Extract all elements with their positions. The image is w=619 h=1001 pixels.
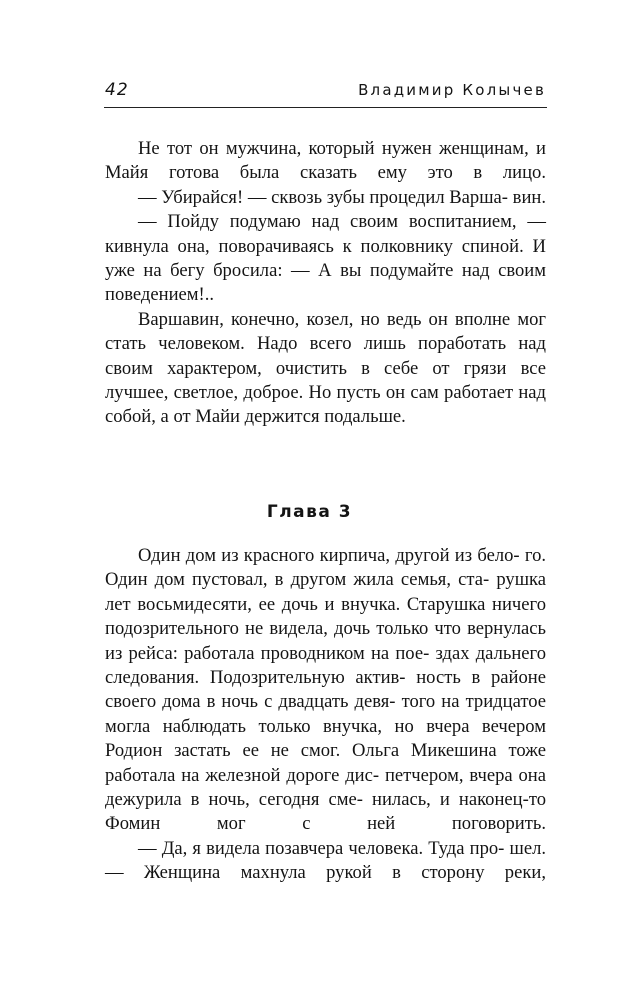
text-line: — Убирайся! — сквозь зубы процедил Варша- [138,186,508,208]
text-line: лучшее, светлое, доброе. Но пусть он сам работает [105,382,514,404]
text-line: и Майя готова была сказать ему это в лицо. [105,138,546,184]
text-line: — Пойду подумаю над своим воспитанием, — [138,211,546,233]
text-line: петчером, вчера она дежурила в ночь, сегодня сме- [105,764,546,811]
paragraph [105,837,546,886]
text-line: мог стать человеком. Надо всего лишь поработать [105,308,547,355]
text-line: — Да, я видела позавчера человека. Туда про- [138,837,505,859]
text-line: рушка лет восьмидесяти, ее дочь и внучка. Старушка [105,569,547,615]
text-line: того на тридцатое могла наблюдать только внучка, [105,691,547,737]
page-header [105,80,546,106]
paragraph [105,544,546,837]
text-line: поведением!.. [105,284,215,306]
running-head-author: Владимир Колычев [358,81,546,99]
text-line: над своим характером, очистить в себе от грязи все [105,333,547,379]
header-divider [104,107,547,108]
text-line: кивнула она, поворачиваясь к полковнику спиной. [105,235,524,257]
text-block-before-chapter [105,137,546,430]
text-line: нилась, и наконец-то Фомин мог с ней поговорить. [105,789,546,835]
paragraph [105,137,546,186]
paragraph [105,210,546,308]
text-line: И уже на бегу бросила: — А вы подумайте над своим [105,235,546,282]
text-line: го. Один дом пустовал, в другом жила семья, ста- [105,545,547,591]
text-line: шел. — Женщина махнула рукой в сторону реки, [105,837,546,884]
text-line: Один дом из красного кирпича, другой из бело- [138,545,520,566]
text-line: Варшавин, конечно, козел, но ведь он вполне [138,308,511,330]
text-line: но вчера вечером Родион застать ее не смог. Ольга [105,715,546,762]
paragraph [105,186,546,210]
chapter-heading: Глава 3 [266,502,353,522]
text-line: Не тот он мужчина, который нужен женщинам, [138,138,529,159]
text-line: ничего подозрительного не видела, дочь только что [105,593,546,640]
text-block-chapter-3 [105,544,546,886]
page-number: 42 [105,80,129,100]
paragraph [105,308,546,430]
text-line: вин. [512,186,547,208]
text-line: здах дальнего следования. Подозрительную актив- [105,642,546,689]
text-line: вернулась из рейса: работала проводником на пое- [105,618,546,664]
text-line: Микешина тоже работала на железной дороге дис- [105,740,547,786]
text-line: над собой, а от Майи держится подальше. [105,382,546,428]
text-line: ность в районе своего дома в ночь с двадцать девя- [105,667,546,713]
